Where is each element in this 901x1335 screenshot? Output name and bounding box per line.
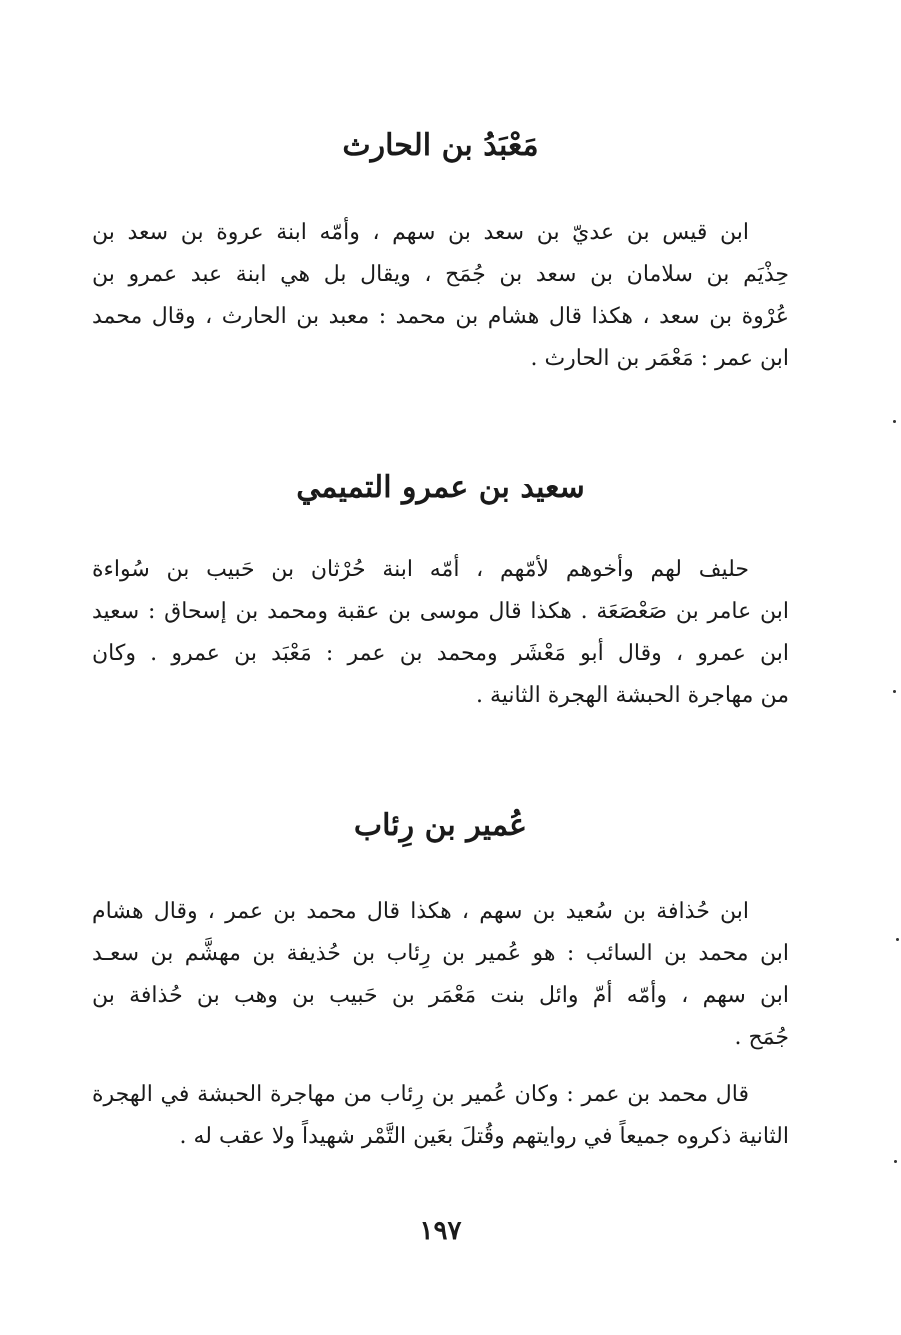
- scan-speck: [896, 938, 899, 941]
- scan-speck: [894, 1160, 897, 1163]
- paragraph-line: ابن محمد بن السائب : هو عُمير بن رِئاب بن حُذيفة بن مهشَّم بن سعـد: [92, 941, 789, 966]
- paragraph-line: قال محمد بن عمر : وكان عُمير بن رِئاب من مهاجرة الحبشة في الهجرة: [92, 1082, 749, 1107]
- paragraph-line: من مهاجرة الحبشة الهجرة الثانية .: [476, 683, 789, 708]
- section-paragraph: [92, 891, 789, 1059]
- section-paragraph: [92, 549, 789, 717]
- paragraph-line: ابن حُذافة بن سُعيد بن سهم ، هكذا قال محمد بن عمر ، وقال هشام: [92, 899, 749, 924]
- paragraph-line: ابن عمر : مَعْمَر بن الحارث .: [530, 346, 789, 371]
- paragraph-line: ابن قيس بن عديّ بن سعد بن سهم ، وأمّه ابنة عروة بن سعد بن: [92, 220, 749, 245]
- section-heading: سعيد بن عمرو التميمي: [296, 470, 585, 505]
- paragraph-line: حليف لهم وأخوهم لأمّهم ، أمّه ابنة حُرْثان بن حَبيب بن سُواءة: [92, 557, 749, 582]
- section-paragraph: [92, 212, 789, 380]
- paragraph-line: الثانية ذكروه جميعاً في روايتهم وقُتلَ بعَين التَّمْر شهيداً ولا عقب له .: [179, 1124, 789, 1149]
- paragraph-line: عُرْوة بن سعد ، هكذا قال هشام بن محمد : معبد بن الحارث ، وقال محمد: [92, 304, 789, 329]
- paragraph-line: ابن عامر بن صَعْصَعَة . هكذا قال موسى بن عقبة ومحمد بن إسحاق : سعيد: [92, 599, 789, 624]
- page-number: ١٩٧: [419, 1216, 462, 1246]
- scan-speck: [893, 420, 896, 423]
- paragraph-line: ابن سهم ، وأمّه أمّ وائل بنت مَعْمَر بن حَبيب بن وهب بن حُذافة بن: [92, 983, 789, 1008]
- paragraph-line: جُمَح .: [734, 1025, 789, 1050]
- paragraph-line: ابن عمرو ، وقال أبو مَعْشَر ومحمد بن عمر : مَعْبَد بن عمرو . وكان: [92, 641, 789, 666]
- scan-speck: [893, 690, 896, 693]
- book-page: [92, 0, 789, 1335]
- section-heading: عُمير بن رِئاب: [353, 808, 528, 843]
- section-paragraph: [92, 1074, 789, 1158]
- section-heading: مَعْبَدُ بن الحارث: [342, 128, 539, 163]
- paragraph-line: حِذْيَم بن سلامان بن سعد بن جُمَح ، ويقال بل هي ابنة عبد عمرو بن: [92, 262, 789, 287]
